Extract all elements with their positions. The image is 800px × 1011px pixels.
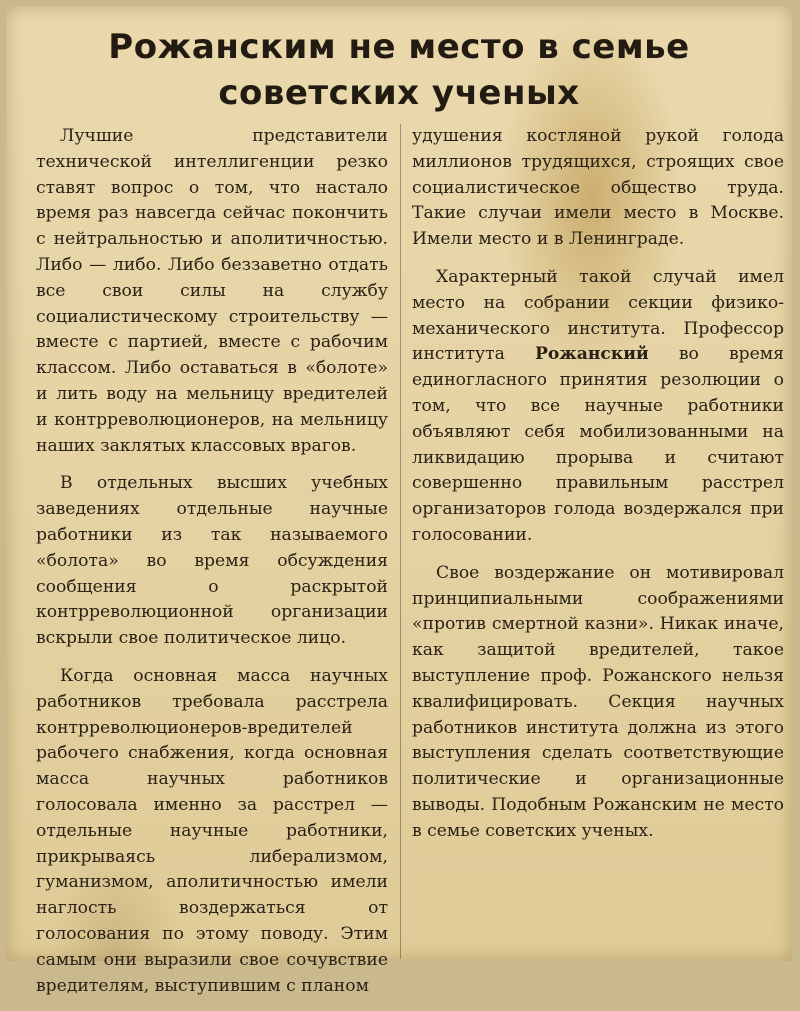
text-run: Характерный такой случай имел место на собрании секции физико-механического института. Профессор института xyxy=(412,266,784,365)
headline-line-2: советских ученых xyxy=(218,73,580,113)
text-run: во время единогласного принятия резолюции о том, что все научные работники объявляют себя мобилизованными на ликвидацию прорыва и считают совершенно правильным расстрел организаторов голода воздержался при голосовании. xyxy=(412,344,785,545)
headline-line-1: Рожанским не место в семье xyxy=(108,27,690,67)
paragraph-continuation: удушения костляной рукой голода миллионов трудящихся, строящих свое социалистическое общество труда. Такие случаи имели место в Москве. Имели место и в Ленинграде. xyxy=(412,126,784,250)
left-column xyxy=(36,124,388,1011)
column-divider xyxy=(400,124,401,959)
paragraph: В отдельных высших учебных заведениях отдельные научные работники из так называемого «болота» во время обсуждения сообщения о раскрытой контрреволюционной организации вскрыли свое политическое лицо. xyxy=(36,473,388,649)
right-column xyxy=(412,124,784,857)
newspaper-clipping xyxy=(6,6,792,996)
paragraph: Когда основная масса научных работников требовала расстрела контрреволюционеров-вредителей рабочего снабжения, когда основная масса научных работников голосовала именно за расстрел — отдельные научные работники, прикрываясь либерализмом, гуманизмом, аполитичностью имели наглость воздержаться от голосования по этому поводу. Этим самым они выразили свое сочувствие вредителям, выступившим с планом xyxy=(36,665,388,996)
headline xyxy=(6,24,792,116)
professor-name: Рожанский xyxy=(534,344,649,365)
paragraph: Лучшие представители технической интеллигенции резко ставят вопрос о том, что настало время раз навсегда сейчас покончить с нейтральностью и аполитичностью. Либо — либо. Либо беззаветно отдать все свои силы на службу социалистическому строительству — вместе с партией, вместе с рабочим классом. Либо оставаться в «болоте» и лить воду на мельницу вредителей и контрреволюционеров, на мельницу наших заклятых классовых врагов. xyxy=(36,126,388,456)
paragraph: Свое воздержание он мотивировал принципиальными соображениями «против смертной казни». Никак иначе, как защитой вредителей, такое выступление проф. Рожанского нельзя квалифицировать. Секция научных работников института должна из этого выступления сделать соответствующие политические и организационные выводы. Подобным Рожанским не место в семье советских ученых. xyxy=(412,562,784,841)
paragraph xyxy=(412,265,784,549)
